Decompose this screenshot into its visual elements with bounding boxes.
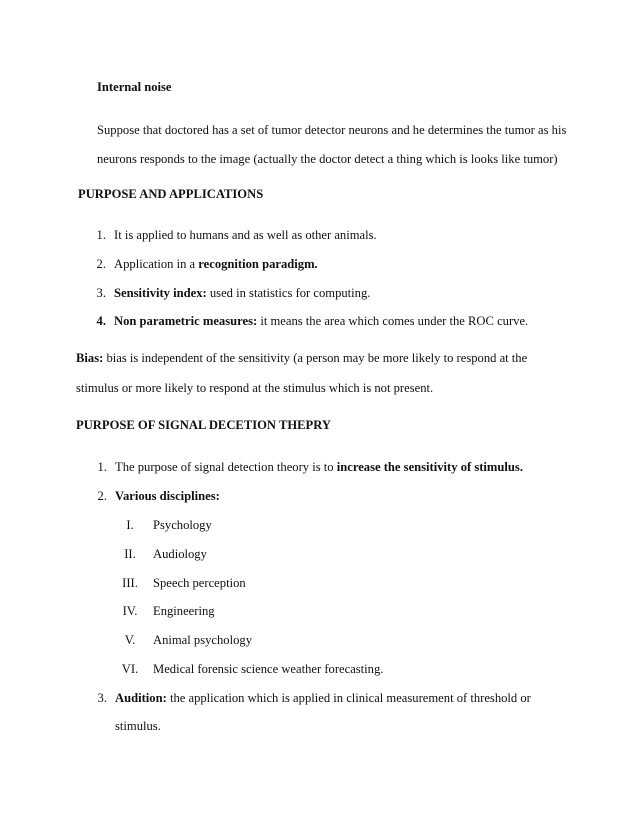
- roman-numeral: I.: [126, 518, 134, 532]
- list-number: 1.: [96, 228, 106, 242]
- discipline-name: Animal psychology: [153, 633, 252, 647]
- list-item-text: [114, 256, 318, 272]
- list-item-plain: used in statistics for computing.: [206, 286, 371, 300]
- list-item-text: [115, 690, 531, 706]
- list-item-text: It is applied to humans and as well as other animals.: [114, 228, 377, 242]
- roman-numeral: II.: [124, 547, 136, 561]
- list-number: 3.: [96, 286, 106, 300]
- bias-text: bias is independent of the sensitivity (a person may be more likely to respond at the: [103, 351, 528, 365]
- list-item-term: Sensitivity index:: [114, 286, 207, 300]
- discipline-name: Medical forensic science weather forecasting.: [153, 662, 384, 676]
- purpose-applications-heading: PURPOSE AND APPLICATIONS: [78, 187, 264, 201]
- list-item-text: [114, 313, 528, 329]
- list-item-plain: the application which is applied in clinical measurement of threshold or: [166, 691, 531, 705]
- discipline-name: Speech perception: [153, 576, 246, 590]
- list-number: 1.: [97, 460, 107, 474]
- internal-noise-heading: Internal noise: [97, 80, 172, 94]
- bias-paragraph-line-1: [76, 350, 527, 366]
- list-item-term: Various disciplines:: [115, 489, 220, 503]
- list-number: 3.: [97, 691, 107, 705]
- discipline-name: Engineering: [153, 604, 215, 618]
- list-item-plain: The purpose of signal detection theory is to: [115, 460, 337, 474]
- roman-numeral: VI.: [121, 662, 139, 676]
- list-item-plain: it means the area which comes under the ROC curve.: [257, 314, 529, 328]
- bias-label: Bias:: [76, 351, 104, 365]
- internal-noise-paragraph-line-2: neurons responds to the image (actually the doctor detect a thing which is looks like tumor): [97, 152, 558, 166]
- list-item-text: [115, 459, 523, 475]
- discipline-name: Psychology: [153, 518, 212, 532]
- discipline-name: Audiology: [153, 547, 207, 561]
- internal-noise-paragraph-line-1: Suppose that doctored has a set of tumor detector neurons and he determines the tumor as his: [97, 123, 567, 137]
- list-item-term: Audition:: [115, 691, 167, 705]
- purpose-sdt-heading: PURPOSE OF SIGNAL DECETION THEPRY: [76, 418, 331, 432]
- list-item-text: [114, 285, 370, 301]
- list-number: 4.: [96, 314, 106, 328]
- list-item-plain: Application in a: [114, 257, 199, 271]
- list-number: 2.: [97, 489, 107, 503]
- roman-numeral: V.: [124, 633, 136, 647]
- list-item-continuation: stimulus.: [115, 719, 161, 733]
- list-number: 2.: [96, 257, 106, 271]
- roman-numeral: III.: [122, 576, 138, 590]
- list-item-emphasis: recognition paradigm.: [198, 257, 318, 271]
- roman-numeral: IV.: [122, 604, 138, 618]
- list-item-emphasis: increase the sensitivity of stimulus.: [336, 460, 523, 474]
- bias-paragraph-line-2: stimulus or more likely to respond at the stimulus which is not present.: [76, 381, 434, 395]
- list-item-term: Non parametric measures:: [114, 314, 258, 328]
